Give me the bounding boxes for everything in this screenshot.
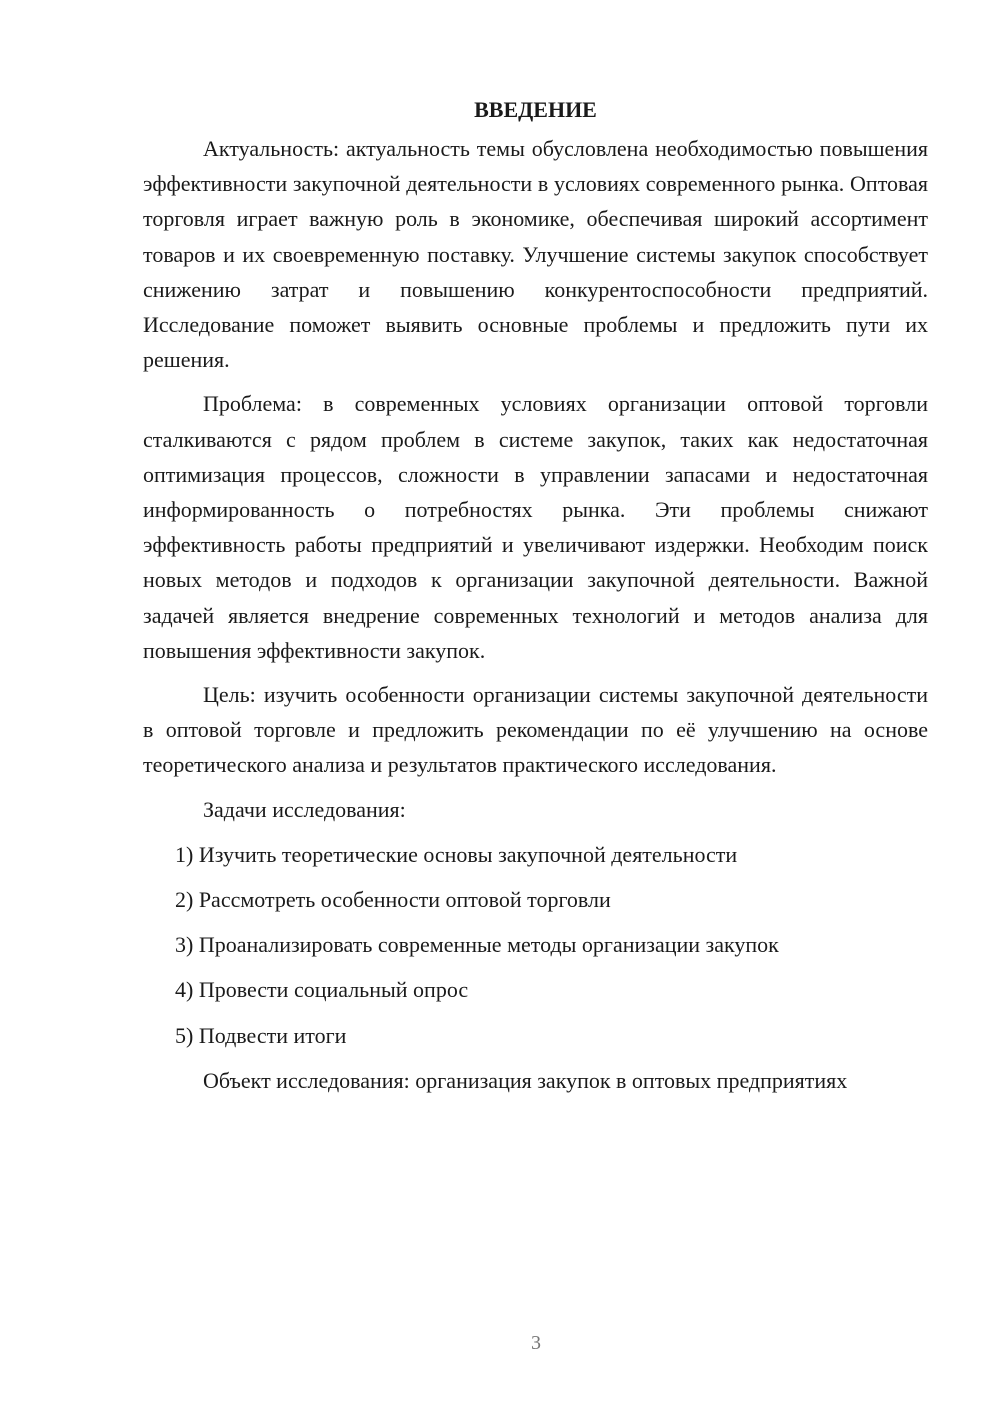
document-page: [143, 92, 928, 1107]
page-number: 3: [531, 1332, 541, 1354]
goal-paragraph: Цель: изучить особенности организации системы закупочной деятельности в оптовой торговле и предложить рекомендации по её улучшению на основе теоретического анализа и результатов практического исследования.: [143, 682, 928, 778]
list-item: 5) Подвести итоги: [175, 1022, 347, 1048]
list-item: 2) Рассмотреть особенности оптовой торговли: [175, 887, 611, 913]
tasks-heading: Задачи исследования:: [203, 796, 406, 822]
relevance-paragraph: Актуальность: актуальность темы обусловлена необходимостью повышения эффективности закупочной деятельности в условиях современного рынка. Оптовая торговля играет важную роль в экономике, обеспечивая широкий ассортимент товаров и их своевременную поставку. Улучшение системы закупок способствует снижению затрат и повышению конкурентоспособности предприятий. Исследование поможет выявить основные проблемы и предложить пути их решения.: [143, 136, 928, 373]
list-item: 1) Изучить теоретические основы закупочной деятельности: [175, 841, 738, 867]
object-paragraph: Объект исследования: организация закупок в оптовых предприятиях: [203, 1067, 848, 1093]
list-item: 3) Проанализировать современные методы организации закупок: [175, 932, 779, 958]
tasks-list: [143, 837, 928, 1053]
problem-paragraph: Проблема: в современных условиях организации оптовой торговли сталкиваются с рядом проблем в системе закупок, таких как недостаточная оптимизация процессов, сложности в управлении запасами и недостаточная информированность о потребностях рынка. Эти проблемы снижают эффективность работы предприятий и увеличивают издержки. Необходим поиск новых методов и подходов к организации закупочной деятельности. Важной задачей является внедрение современных технологий и методов анализа для повышения эффективности закупок.: [143, 391, 928, 663]
section-title: ВВЕДЕНИЕ: [474, 97, 597, 122]
list-item: 4) Провести социальный опрос: [175, 977, 469, 1003]
